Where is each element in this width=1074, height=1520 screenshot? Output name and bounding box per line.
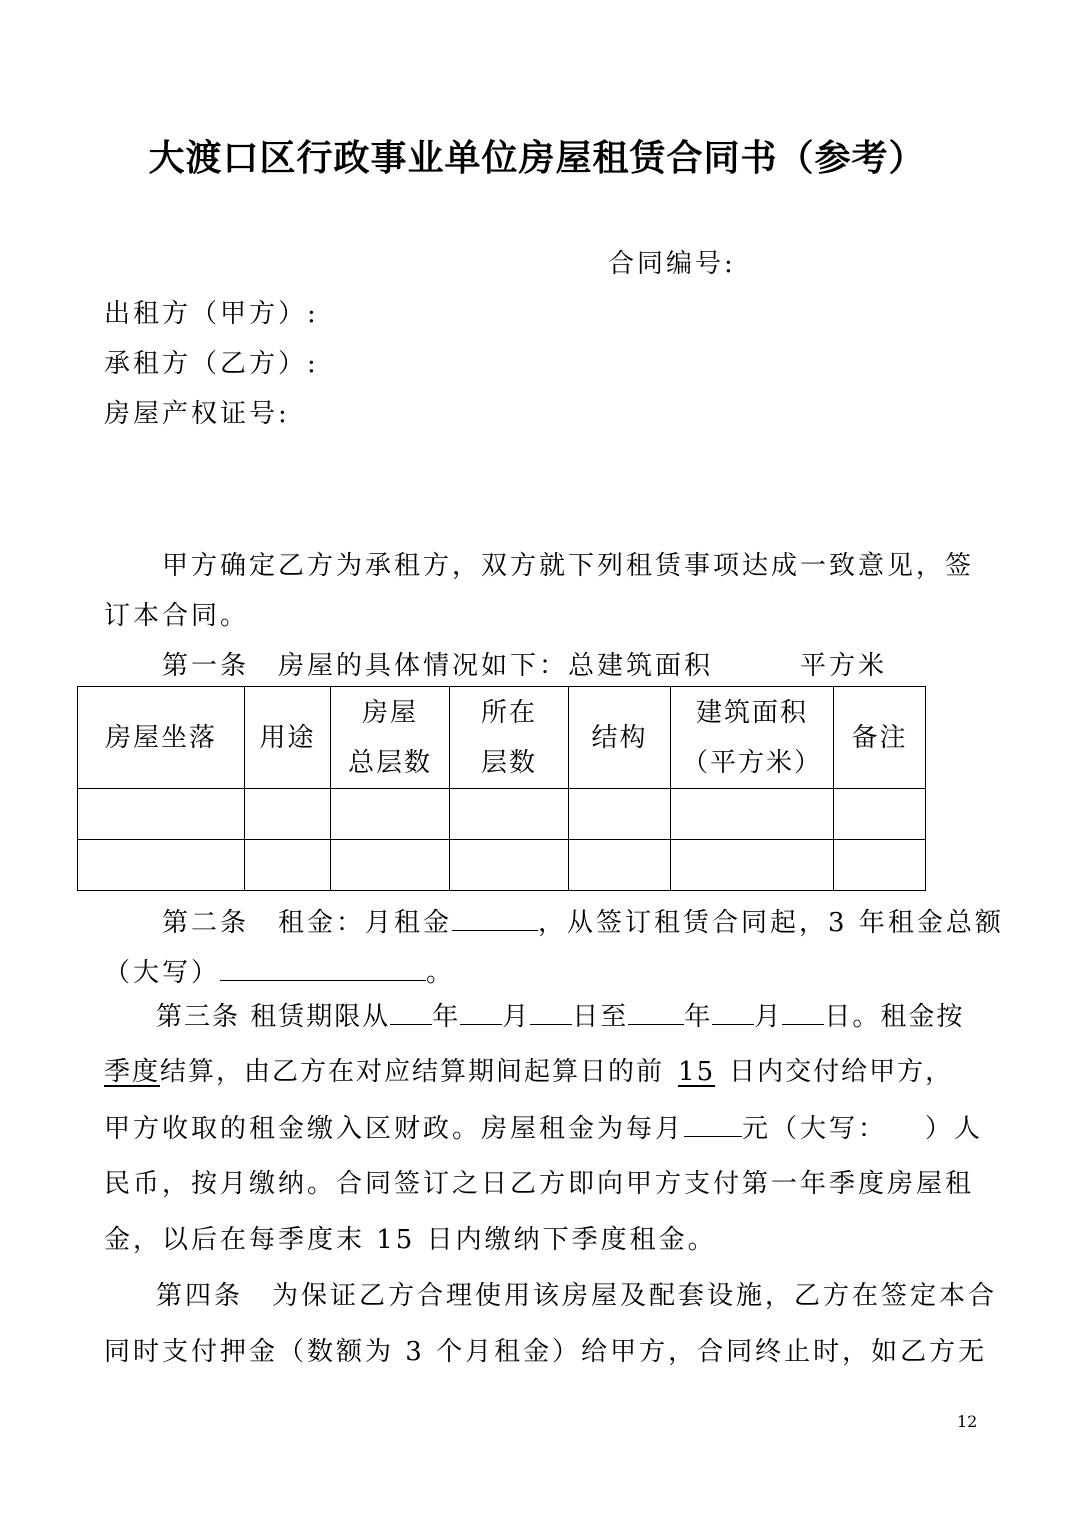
article-2-line-2: （大写） 。 xyxy=(104,952,455,993)
intro-line-1: 甲方确定乙方为承租方，双方就下列租赁事项达成一致意见，签 xyxy=(162,551,975,581)
document-title: 大渡口区行政事业单位房屋租赁合同书（参考） xyxy=(148,138,926,179)
table-cell xyxy=(331,789,450,840)
table-cell xyxy=(671,840,834,891)
lessor-label: 出租方（甲方）: xyxy=(104,299,319,329)
table-cell xyxy=(569,789,671,840)
end-year-blank xyxy=(628,996,684,1025)
total-rent-blank xyxy=(220,952,426,981)
property-cert-label: 房屋产权证号: xyxy=(104,399,290,429)
start-year-blank xyxy=(390,996,432,1025)
payment-days: 15 xyxy=(678,1057,716,1087)
table-cell xyxy=(245,840,331,891)
table-cell xyxy=(450,840,569,891)
page-number: 12 xyxy=(957,1412,978,1431)
table-cell xyxy=(671,789,834,840)
monthly-amount-blank xyxy=(684,1108,742,1137)
end-day-blank xyxy=(782,996,824,1025)
start-day-blank xyxy=(530,996,572,1025)
article-2-line-1: 第二条 租金：月租金 ，从签订租赁合同起，3 年租金总额 xyxy=(162,902,1004,943)
table-cell xyxy=(450,789,569,840)
table-cell xyxy=(78,789,245,840)
table-cell xyxy=(331,840,450,891)
table-cell xyxy=(569,840,671,891)
property-info-table xyxy=(77,686,926,891)
article-3-line-1: 第三条 租赁期限从 年 月 日至 年 月 日。租金按 xyxy=(156,996,964,1037)
lessee-label: 承租方（乙方）: xyxy=(104,349,319,379)
article-4-line-2: 同时支付押金（数额为 3 个月租金）给甲方，合同终止时，如乙方无 xyxy=(104,1337,988,1367)
end-month-blank xyxy=(712,996,754,1025)
article-1: 第一条 房屋的具体情况如下：总建筑面积 平方米 xyxy=(162,651,888,681)
monthly-rent-blank xyxy=(452,902,538,931)
header-remarks: 备注 xyxy=(834,687,926,789)
table-cell xyxy=(834,840,926,891)
header-location: 房屋坐落 xyxy=(78,687,245,789)
intro-line-2: 订本合同。 xyxy=(104,601,250,631)
settlement-period: 季度 xyxy=(104,1057,161,1087)
article-3-line-4: 民币，按月缴纳。合同签订之日乙方即向甲方支付第一年季度房屋租 xyxy=(104,1169,975,1199)
article-3-line-3: 甲方收取的租金缴入区财政。房屋租金为每月 元（大写： ）人 xyxy=(104,1108,983,1149)
table-row xyxy=(78,789,926,840)
contract-number-label: 合同编号: xyxy=(608,249,736,279)
table-header-row xyxy=(78,687,926,789)
header-floor: 所在 层数 xyxy=(450,687,569,789)
article-3-line-5: 金，以后在每季度末 15 日内缴纳下季度租金。 xyxy=(104,1225,717,1255)
article-4-line-1: 第四条 为保证乙方合理使用该房屋及配套设施，乙方在签定本合 xyxy=(156,1281,998,1311)
table-cell xyxy=(78,840,245,891)
header-structure: 结构 xyxy=(569,687,671,789)
article-3-line-2: 季度结算，由乙方在对应结算期间起算日的前 15 日内交付给甲方， xyxy=(104,1057,954,1087)
table-cell xyxy=(245,789,331,840)
table-row xyxy=(78,840,926,891)
header-total-floors: 房屋 总层数 xyxy=(331,687,450,789)
table-cell xyxy=(834,789,926,840)
header-area: 建筑面积 （平方米） xyxy=(671,687,834,789)
header-usage: 用途 xyxy=(245,687,331,789)
start-month-blank xyxy=(460,996,502,1025)
